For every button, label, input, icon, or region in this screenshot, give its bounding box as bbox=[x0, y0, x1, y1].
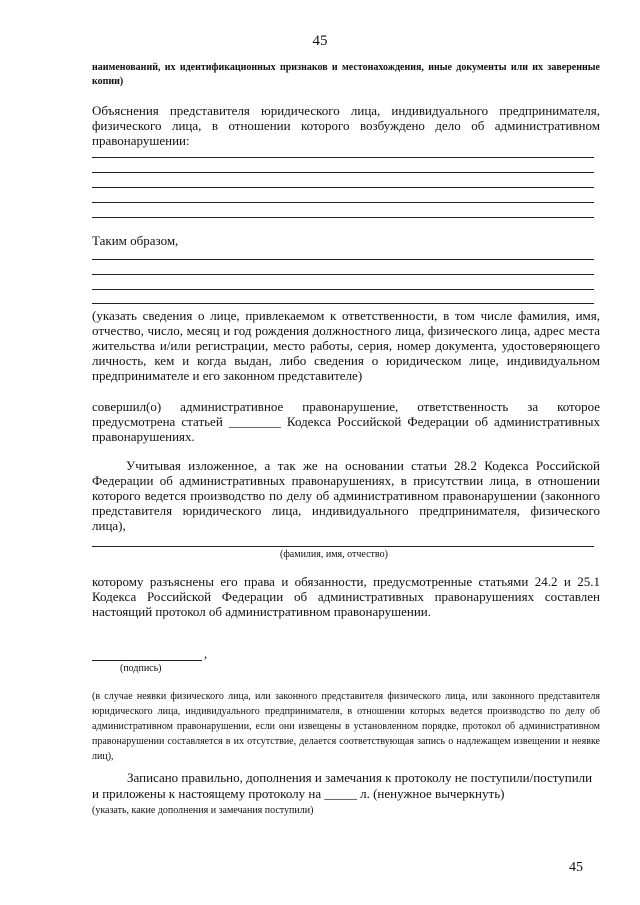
page-number-top: 45 bbox=[312, 33, 328, 49]
page-number-bottom: 45 bbox=[569, 860, 583, 875]
person-hint: (указать сведения о лице, привлекаемом к ответственности, в том числе фамилия, имя, отчество, число, месяц и год рождения должностного лица, физического лица, адрес места жительства и/или регистрации, место работы, серия, номер документа, удостоверяющего личность, кем и когда выдан, либо сведения о юридическом лице, индивидуальном предпринимателе и его законном представителе) bbox=[92, 308, 600, 383]
fio-caption: (фамилия, имя, отчество) bbox=[280, 549, 388, 560]
absence-note: (в случае неявки физического лица, или законного представителя физического лица, или законного представителя юридического лица, индивидуального предпринимателя, в отношении которых ведется производство по делу об административном правонарушении, если они извещены в установленном порядке, протокол об административном правонарушении составляется в их отсутствие, делается соответствующая запись о надлежащем извещении и неявке лиц), bbox=[92, 691, 600, 762]
answer-line bbox=[92, 202, 594, 203]
answer-line bbox=[92, 289, 594, 290]
answer-line bbox=[92, 172, 594, 173]
committed-text: совершил(о) административное правонарушение, ответственность за которое предусмотрена статьей ________ Кодекса Российской Федерации об административных правонарушениях. bbox=[92, 399, 600, 444]
answer-line bbox=[92, 187, 594, 188]
answer-line bbox=[92, 259, 594, 260]
rights-text: которому разъяснены его права и обязанности, предусмотренные статьями 24.2 и 25.1 Кодекса Российской Федерации об административных правонарушениях составлен настоящий протокол об административном правонарушении. bbox=[92, 574, 600, 619]
answer-line bbox=[92, 217, 594, 218]
continuation-text: наименований, их идентификационных признаков и местонахождения, иные документы или их заверенные копии) bbox=[92, 62, 600, 87]
considering-text: Учитывая изложенное, а так же на основании статьи 28.2 Кодекса Российской Федерации об административных правонарушениях, в присутствии лица, в отношении которого ведется производство по делу об административном правонарушении (законного представителя юридического лица, индивидуального предпринимателя, физического лица), bbox=[92, 458, 600, 533]
explanations-label: Объяснения представителя юридического лица, индивидуального предпринимателя, физического лица, в отношении которого возбуждено дело об административном правонарушении: bbox=[92, 103, 600, 148]
signature-caption: (подпись) bbox=[120, 663, 162, 674]
answer-line bbox=[92, 303, 594, 304]
thus-label: Таким образом, bbox=[92, 233, 179, 248]
additions-hint: (указать, какие дополнения и замечания поступили) bbox=[92, 805, 314, 816]
answer-line bbox=[92, 157, 594, 158]
answer-line bbox=[92, 274, 594, 275]
recorded-line-2: и приложены к настоящему протоколу на _____ л. (ненужное вычеркнуть) bbox=[92, 786, 505, 801]
signature-suffix: , bbox=[204, 646, 208, 661]
recorded-line-1: Записано правильно, дополнения и замечания к протоколу не поступили/поступили bbox=[127, 770, 593, 785]
